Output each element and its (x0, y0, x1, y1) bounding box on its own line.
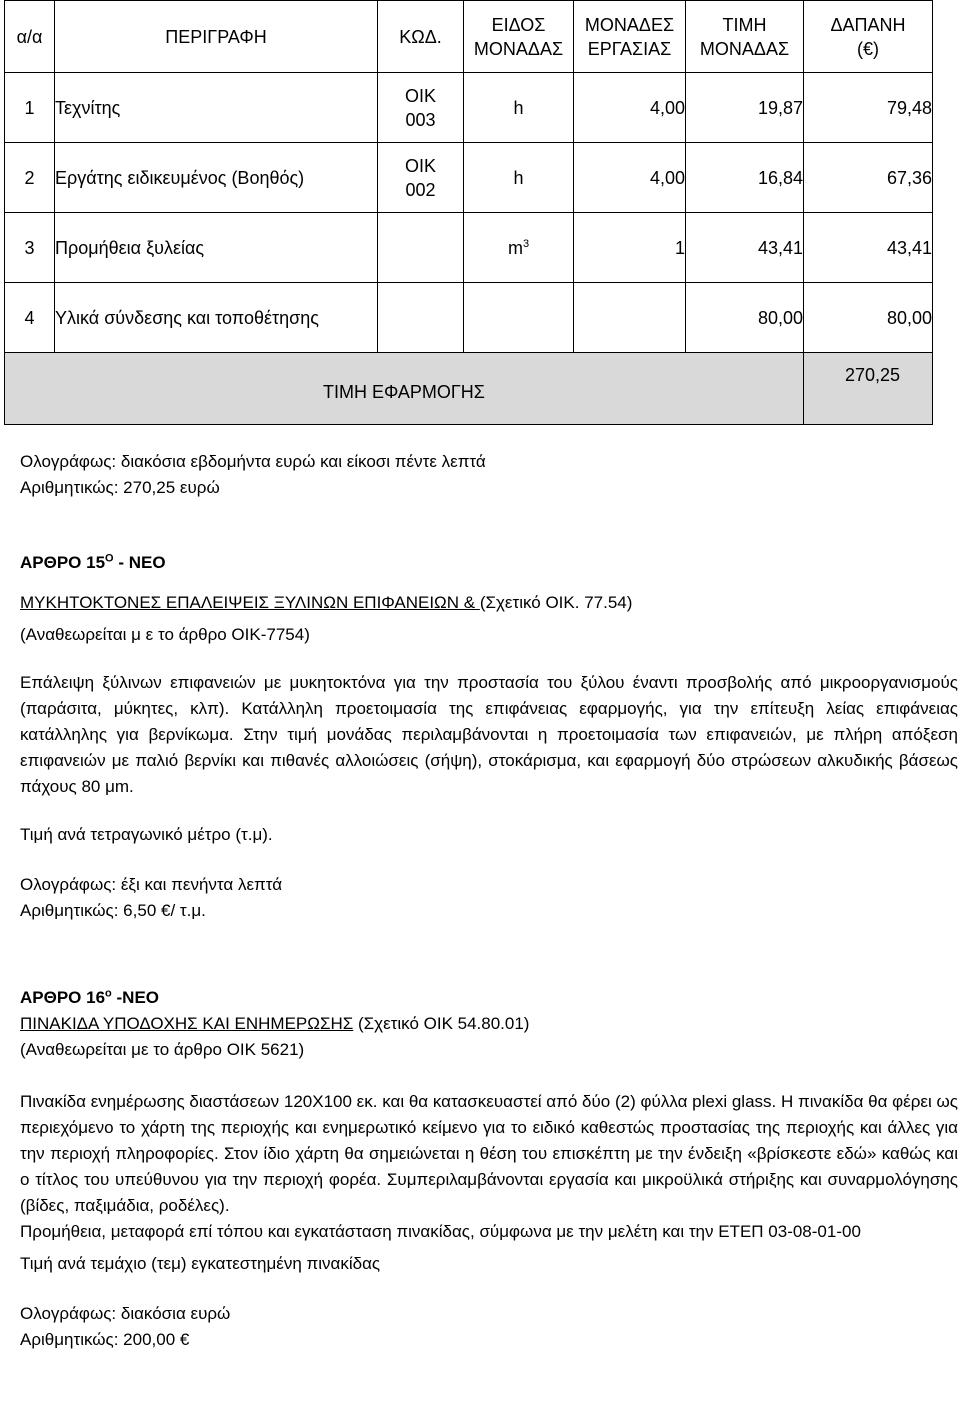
article-15-words: Ολογράφως: έξι και πενήντα λεπτά (20, 875, 283, 894)
row-code: ΟΙΚ 003 (378, 73, 464, 143)
row-code (378, 213, 464, 283)
article-15-unit-price: Τιμή ανά τετραγωνικό μέτρο (τ.μ). (20, 825, 273, 844)
header-description: ΠΕΡΙΓΡΑΦΗ (55, 1, 378, 73)
row-description: Τεχνίτης (55, 73, 378, 143)
row-quantity: 4,00 (574, 73, 686, 143)
totals-block (20, 449, 958, 501)
article-15-numeric: Αριθμητικώς: 6,50 €/ τ.μ. (20, 901, 206, 920)
article-16-subtitle: ΠΙΝΑΚΙΔΑ ΥΠΟΔΟΧΗΣ ΚΑΙ ΕΝΗΜΕΡΩΣΗΣ (Σχετικό ΟΙΚ 54.80.01) (20, 1014, 530, 1033)
row-description: Προμήθεια ξυλείας (55, 213, 378, 283)
table-header-row (5, 1, 933, 73)
article-15-body: Επάλειψη ξύλινων επιφανειών με μυκητοκτόνα για την προστασία του ξύλου έναντι προσβολής από μικροοργανισμούς (παράσιτα, μύκητες, κλπ). Κατάλληλη προετοιμασία της επιφάνειας εφαρμογής, για την επίτευξη λείας επιφάνειας κατάλληλης για βερνίκωμα. Στην τιμή μονάδας περιλαμβάνονται η προετοιμασία των επιφανειών, με πλήρη απόξεση επιφανειών με παλιό βερνίκι και πιθανές αλλοιώσεις (σήψη), στοκάρισμα, και εφαρμογή δύο στρώσεων αλκυδικής βάσεως πάχους 80 μm. (20, 673, 958, 796)
table-row (5, 213, 933, 283)
article-16-unit-price: Τιμή ανά τεμάχιο (τεμ) εγκατεστημένη πινακίδας (20, 1254, 381, 1273)
row-aa: 3 (5, 213, 55, 283)
header-unit-price: ΤΙΜΗ ΜΟΝΑΔΑΣ (686, 1, 804, 73)
article-16-body: Πινακίδα ενημέρωσης διαστάσεων 120Χ100 εκ. και θα κατασκευαστεί από δύο (2) φύλλα plexi glass. Η πινακίδα θα φέρει ως περιεχόμενο το χάρτη της περιοχής και ενημερωτικό κείμενο για το ειδικό καθεστώς προστασίας της περιοχής και άλλες για την περιοχή πληροφορίες. Στον ίδιο χάρτη θα σημειώνεται η θέση του επισκέπτη με την ένδειξη «βρίσκεστε εδώ» καθώς και ο τίτλος του υπεύθυνου για την περιοχή φορέα. Συμπεριλαμβάνονται εργασία και μικροϋλικά στήριξης και συναρμολόγησης (βίδες, παξιμάδια, ροδέλες). (20, 1092, 958, 1215)
total-label: ΤΙΜΗ ΕΦΑΡΜΟΓΗΣ (5, 353, 804, 425)
row-code: ΟΙΚ 002 (378, 143, 464, 213)
row-unit-price: 19,87 (686, 73, 804, 143)
article-15 (20, 550, 958, 924)
article-15-revision: (Αναθεωρείται μ ε το άρθρο ΟΙΚ-7754) (20, 625, 310, 644)
row-aa: 2 (5, 143, 55, 213)
header-aa: α/α (5, 1, 55, 73)
row-unit: h (464, 143, 574, 213)
article-16-supply: Προμήθεια, μεταφορά επί τόπου και εγκατάσταση πινακίδας, σύμφωνα με την μελέτη και την ΕΤΕΠ 03-08-01-00 (20, 1222, 861, 1241)
article-16 (20, 985, 958, 1353)
row-unit (464, 283, 574, 353)
table-row (5, 73, 933, 143)
row-quantity (574, 283, 686, 353)
article-16-revision: (Αναθεωρείται με το άρθρο ΟΙΚ 5621) (20, 1040, 305, 1059)
article-15-subtitle: ΜΥΚΗΤΟΚΤΟΝΕΣ ΕΠΑΛΕΙΨΕΙΣ ΞΥΛΙΝΩΝ ΕΠΙΦΑΝΕΙΩΝ & (Σχετικό ΟΙΚ. 77.54) (20, 593, 633, 612)
row-quantity: 1 (574, 213, 686, 283)
row-unit: $m^3$ (464, 213, 574, 283)
table-row (5, 143, 933, 213)
row-description: Υλικά σύνδεσης και τοποθέτησης (55, 283, 378, 353)
cost-table (4, 0, 933, 425)
row-cost: 80,00 (804, 283, 933, 353)
row-unit-price: 80,00 (686, 283, 804, 353)
row-quantity: 4,00 (574, 143, 686, 213)
row-unit: h (464, 73, 574, 143)
row-aa: 4 (5, 283, 55, 353)
row-cost: 79,48 (804, 73, 933, 143)
row-cost: 67,36 (804, 143, 933, 213)
article-15-title: ΑΡΘΡΟ $15^O$ - ΝΕΟ (20, 552, 166, 572)
header-work-units: ΜΟΝΑΔΕΣ ΕΡΓΑΣΙΑΣ (574, 1, 686, 73)
total-numeric: Αριθμητικώς: 270,25 ευρώ (20, 478, 220, 497)
total-in-words: Ολογράφως: διακόσια εβδομήντα ευρώ και είκοσι πέντε λεπτά (20, 452, 486, 471)
article-16-words: Ολογράφως: διακόσια ευρώ (20, 1304, 231, 1323)
table-row (5, 283, 933, 353)
row-code (378, 283, 464, 353)
article-16-title: ΑΡΘΡΟ $16^o$ -ΝΕΟ (20, 987, 160, 1007)
row-cost: 43,41 (804, 213, 933, 283)
header-cost: ΔΑΠΑΝΗ (€) (804, 1, 933, 73)
row-aa: 1 (5, 73, 55, 143)
row-unit-price: 16,84 (686, 143, 804, 213)
total-value: 270,25 (804, 353, 933, 425)
article-16-numeric: Αριθμητικώς: 200,00 € (20, 1330, 190, 1349)
row-unit-price: 43,41 (686, 213, 804, 283)
header-code: ΚΩΔ. (378, 1, 464, 73)
total-row (5, 353, 933, 425)
row-description: Εργάτης ειδικευμένος (Βοηθός) (55, 143, 378, 213)
header-unit-type: ΕΙΔΟΣ ΜΟΝΑΔΑΣ (464, 1, 574, 73)
